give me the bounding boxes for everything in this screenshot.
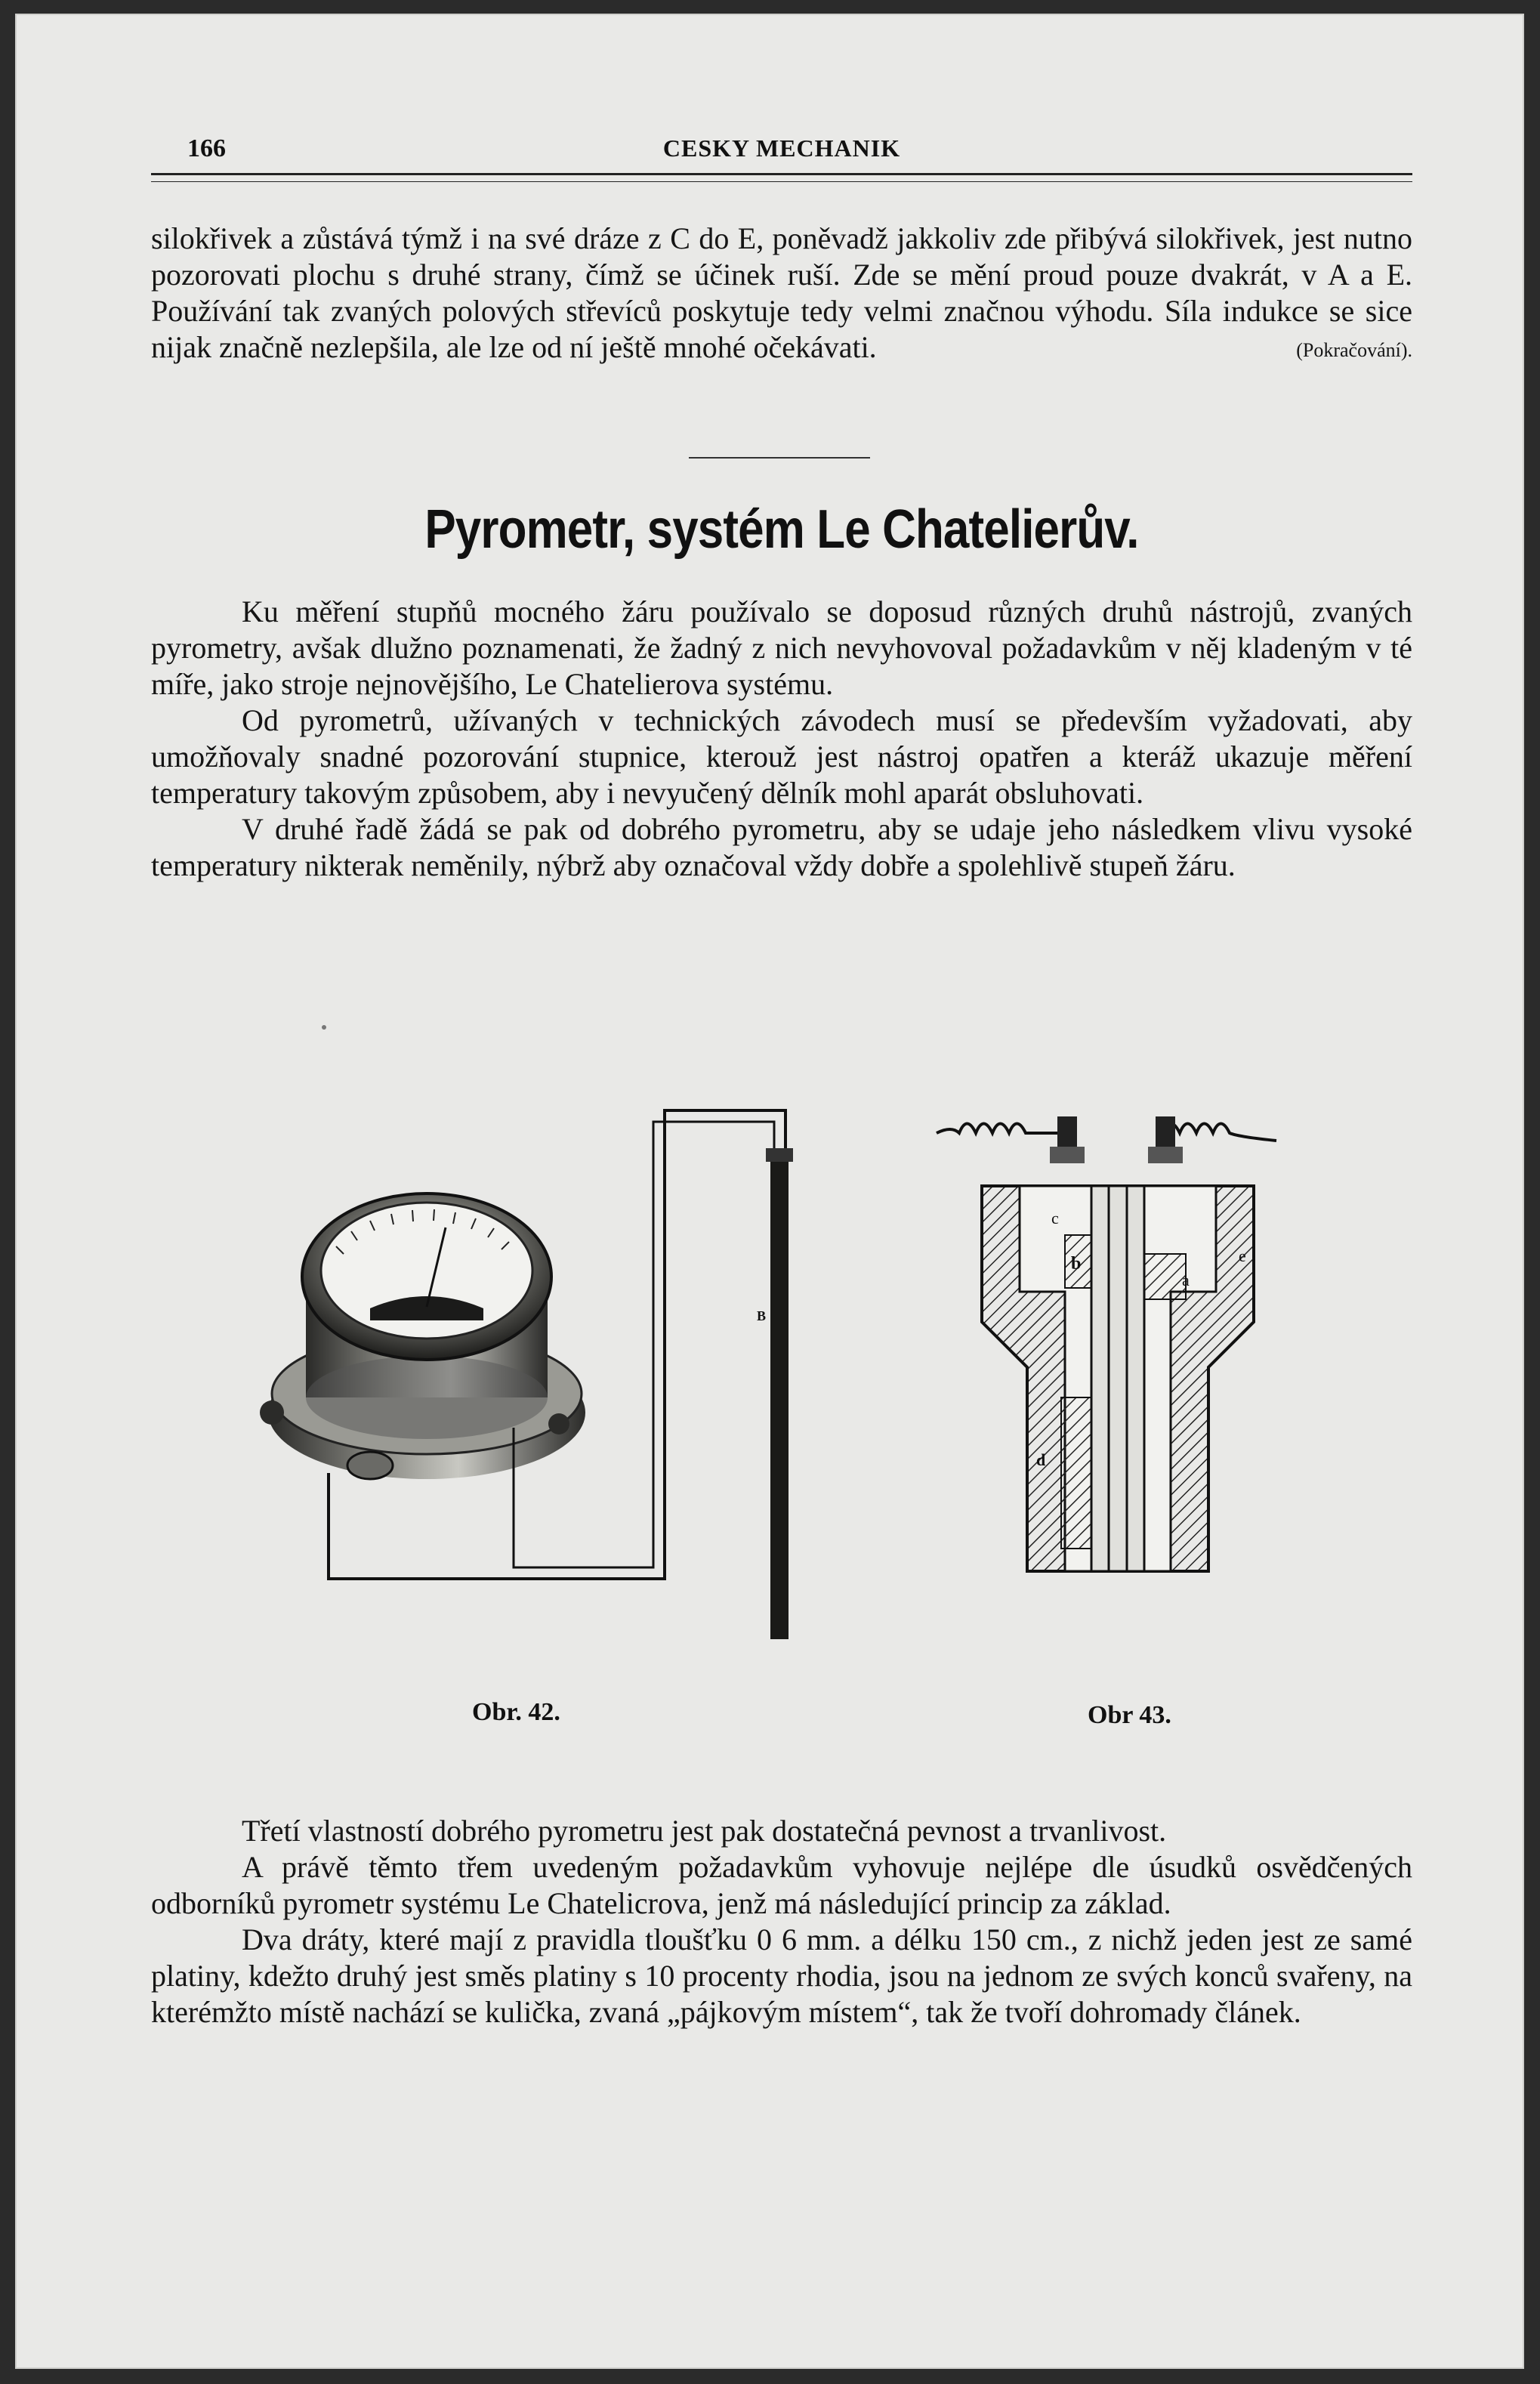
lead-wire	[514, 1122, 774, 1567]
insulator-tube	[1091, 1186, 1144, 1571]
terminal	[1057, 1116, 1077, 1147]
paragraph: V druhé řadě žádá se pak od dobrého pyrometru, aby se udaje jeho následkem vlivu vysoké temperatury nikterak neměnily, nýbrž aby označoval vždy dobře a spolehlivě stupeň žáru.	[151, 812, 1412, 882]
wire-coil-left	[937, 1124, 1057, 1134]
figure-42-illustration	[257, 1095, 831, 1669]
paragraph: Od pyrometrů, užívaných v technických závodech musí se především vyžadovati, aby umožňovaly snadné pozorování stupnice, kterouž jest nástroj opatřen a kteráž ukazuje měření temperatury takovým způsobem, aby i nevyučený dělník mohl aparát obsluhovati.	[151, 703, 1412, 810]
article-continued	[151, 1813, 1412, 2030]
paragraph: Ku měření stupňů mocného žáru používalo se doposud různých druhů nástrojů, zvaných pyrometry, avšak dlužno poznamenati, že žadný z nich nevyhovoval požadavkům v něj kladeným v té míře, jako stroje nejnovějšího, Le Chatelierova systému.	[151, 594, 1412, 701]
continuation-note: (Pokračování).	[1296, 339, 1412, 361]
paragraph: Třetí vlastností dobrého pyrometru jest pak dostatečná pevnost a trvanlivost.	[242, 1814, 1167, 1848]
wire-coil-right	[1163, 1124, 1276, 1141]
thermocouple-rod	[770, 1156, 789, 1639]
part-label: c	[1051, 1209, 1059, 1228]
section-separator	[689, 457, 870, 459]
terminal-knob	[260, 1400, 284, 1425]
figure-42-caption: Obr. 42.	[472, 1698, 560, 1726]
continuation-text	[151, 221, 1412, 369]
page-header	[151, 124, 1412, 177]
continuation-paragraph: silokřivek a zůstává týmž i na své dráze z C do E, poněvadž jakkoliv zde přibývá silokřivek, jest nutno pozorovati plochu s druhé strany, čímž se účinek ruší. Zde se mění proud pouze dvakrát, v A a E. Používání tak zvaných polových střevíců poskytuje tedy velmi značnou výhodu. Síla indukce se sice nijak značně nezlepšila, ale lze od ní ještě mnohé očekávati. (Pokračování).	[151, 221, 1412, 366]
article-intro	[151, 594, 1412, 884]
page-number: 166	[187, 134, 226, 162]
figure-43-illustration	[921, 1103, 1314, 1586]
section-d	[1061, 1397, 1091, 1549]
part-label: a	[1182, 1271, 1190, 1289]
article-title: Pyrometr, systém Le Chatelierův.	[424, 499, 1139, 560]
running-title: CESKY MECHANIK	[662, 134, 901, 162]
part-label: d	[1036, 1450, 1046, 1469]
part-label: b	[1071, 1254, 1082, 1274]
header-rule	[151, 173, 1412, 182]
terminal	[1156, 1116, 1175, 1147]
figure-43-caption: Obr 43.	[1088, 1701, 1171, 1729]
terminal-knob	[548, 1413, 569, 1434]
paragraph: Dva dráty, které mají z pravidla tloušťku 0 6 mm. a délku 150 cm., z nichž jeden jest ze samé platiny, kdežto druhý jest směs platiny s 10 procenty rhodia, jsou na jednom ze svých konců svařeny, na kterémžto místě nachází se kulička, zvaná „pájkovým místem“, tak že tvoří dohromady článek.	[151, 1922, 1412, 2029]
rod-label: B	[757, 1308, 767, 1323]
terminal-knob	[347, 1452, 393, 1479]
block-a	[1144, 1254, 1186, 1299]
paragraph: A právě těmto třem uvedeným požadavkům vyhovuje nejlépe dle úsudků osvědčených odborníků pyrometr systému Le Chatelicrova, jenž má následující princip za základ.	[151, 1850, 1412, 1920]
stray-mark	[322, 1025, 326, 1030]
part-label: e	[1239, 1246, 1246, 1265]
